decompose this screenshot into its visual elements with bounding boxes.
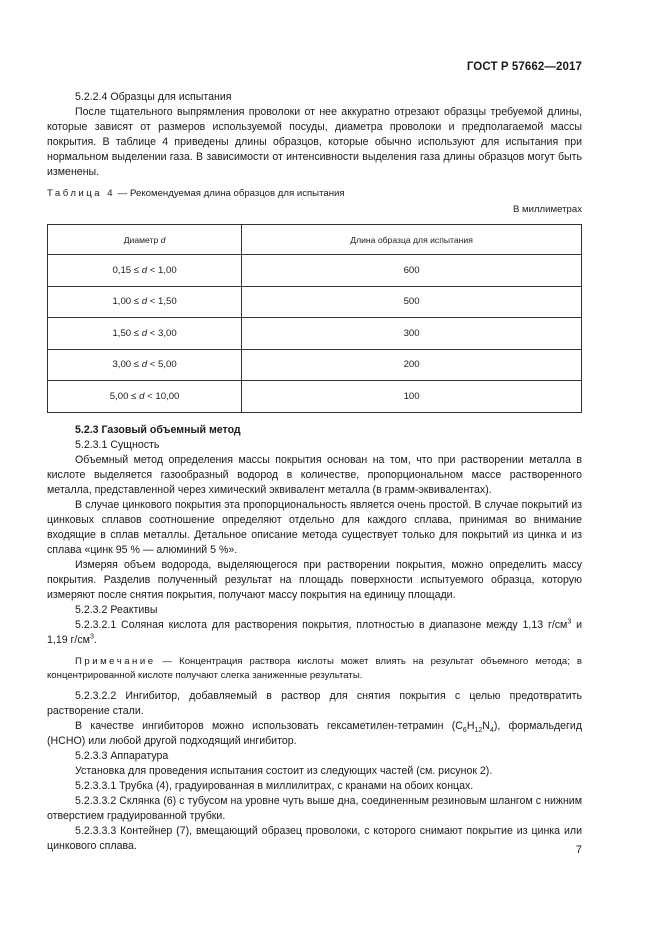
- table-row: [48, 349, 582, 381]
- diameter-range-cell: 0,15 ≤ d < 1,00: [48, 255, 242, 287]
- paragraph-samples: После тщательного выпрямления проволоки от нее аккуратно отрезают образцы требуемой длины, которые зависят от размеров используемой посуды, диаметра проволоки и предполагаемой массы покрытия. В таблице 4 приведены длины образцов, которые обычно используют для испытания при нормальном выделении газа. В зависимости от интенсивности выделения газа длины образцов могут быть изменены.: [47, 106, 582, 178]
- sample-length-cell: 500: [242, 286, 582, 318]
- table-label: Таблица 4: [47, 188, 116, 199]
- paragraph-container: 5.2.3.3.3 Контейнер (7), вмещающий образец проволоки, с которого снимают покрытие из цинка или цинкового сплава.: [47, 824, 582, 852]
- subsection-heading-5224: 5.2.2.4 Образцы для испытания: [75, 91, 232, 103]
- paragraph-apparatus: Установка для проведения испытания состоит из следующих частей (см. рисунок 2).: [75, 764, 493, 777]
- paragraph-essence-1: Объемный метод определения массы покрытия основан на том, что при растворении металла в кислоте выделяется газообразный водород в количестве, пропорциональном массе растворенного металла, представленной через химический эквивалент металла (в грамм-эквивалентах).: [47, 453, 582, 496]
- paragraph-essence-3: Измеряя объем водорода, выделяющегося при растворении покрытия, можно определить массу покрытия. Разделив полученный результат на площадь поверхности испытуемого образца, которую измеряют после снятия покрытия, получают массу покрытия на единицу площади.: [47, 558, 582, 601]
- table-row: [48, 286, 582, 318]
- note-text: — Концентрация раствора кислоты может влиять на результат объемного метода; в концентрированной кислоте получают слегка заниженные результаты.: [47, 655, 582, 681]
- table-caption: [47, 187, 582, 200]
- sample-length-table: [47, 224, 582, 413]
- table-units: В миллиметрах: [512, 204, 582, 215]
- table-row: [48, 318, 582, 350]
- table-header-row: [48, 225, 582, 255]
- section-heading-523: 5.2.3 Газовый объемный метод: [75, 423, 241, 436]
- paragraph-hydrochloric-acid: 5.2.3.2.1 Соляная кислота для растворения покрытия, плотностью в диапазоне между 1,13 $г/см^3$ и 1,19 $г/см^3$.: [47, 617, 582, 646]
- sample-length-cell: 300: [242, 318, 582, 350]
- col-length-header: Длина образца для испытания: [242, 225, 582, 255]
- diameter-range-cell: 1,00 ≤ d < 1,50: [48, 286, 242, 318]
- diameter-range-cell: 3,00 ≤ d < 5,00: [48, 349, 242, 381]
- subsection-apparatus: 5.2.3.3 Аппаратура: [75, 749, 169, 762]
- subsection-essence: 5.2.3.1 Сущность: [75, 438, 160, 451]
- sample-length-cell: 100: [242, 381, 582, 413]
- standard-header: ГОСТ Р 57662—2017: [466, 61, 582, 73]
- sample-length-cell: 600: [242, 255, 582, 287]
- paragraph-inhibitor-examples: В качестве ингибиторов можно использовать гексаметилен-тетрамин $(C_6H_{12}N_4)$, формальдегид (НСНО) или любой другой подходящий ингибитор.: [47, 719, 583, 747]
- note-label: Примечание: [75, 655, 156, 667]
- table-title: — Рекомендуемая длина образцов для испытания: [115, 188, 345, 199]
- subsection-reagents: 5.2.3.2 Реактивы: [75, 603, 158, 616]
- page-content: [47, 90, 582, 854]
- table-row: [48, 255, 582, 287]
- sample-length-cell: 200: [242, 349, 582, 381]
- paragraph-essence-2: В случае цинкового покрытия эта пропорциональность является очень простой. В случае покрытий из цинковых сплавов соотношение определяют отдельно для каждого сплава, принимая во внимание входящие в сплав металлы. Детальное описание метода существует только для покрытий из цинка и из сплава «цинк 95 % — алюминий 5 %».: [47, 498, 582, 556]
- note-block: [47, 655, 582, 683]
- table-row: [48, 381, 582, 413]
- paragraph-inhibitor: 5.2.3.2.2 Ингибитор, добавляемый в раствор для снятия покрытия с целью предотвратить растворение стали.: [47, 689, 582, 717]
- table-body: [48, 255, 582, 413]
- paragraph-flask: 5.2.3.3.2 Склянка (6) с тубусом на уровне чуть выше дна, соединенным резиновым шлангом с нижним отверстием градуированной трубки.: [47, 794, 582, 822]
- diameter-range-cell: 5,00 ≤ d < 10,00: [48, 381, 242, 413]
- diameter-range-cell: 1,50 ≤ d < 3,00: [48, 318, 242, 350]
- paragraph-tube: 5.2.3.3.1 Трубка (4), градуированная в миллилитрах, с кранами на обоих концах.: [75, 779, 474, 792]
- col-diameter-header: Диаметр d: [48, 225, 242, 255]
- page-number: 7: [575, 844, 582, 856]
